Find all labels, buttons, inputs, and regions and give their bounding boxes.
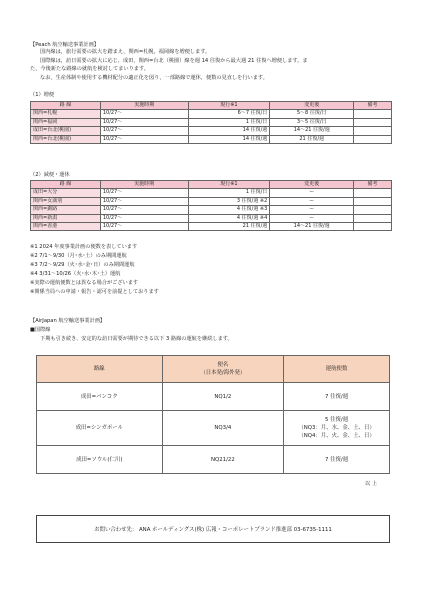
remarks-cell [354, 110, 392, 118]
after-cell: 14～21 往復/週 [270, 127, 354, 135]
frequency-cell [284, 411, 390, 446]
frequency-line: （NQ4：月、火、金、土、日） [298, 433, 375, 439]
increase-table [30, 101, 392, 144]
current-cell: 14 往復/週 [188, 135, 270, 143]
contact-text: お問い合わせ先： ANA ホールディングス(株) 広報・コーポレートブランド推進部 03-6735-1111 [94, 527, 332, 533]
remarks-cell [354, 189, 392, 197]
remarks-cell [354, 223, 392, 231]
header-after: 変更後 [270, 102, 354, 110]
table-row [37, 383, 390, 411]
airjapan-table [36, 355, 390, 474]
remarks-cell [354, 127, 392, 135]
table-row [37, 411, 390, 446]
date-cell: 10/27～ [100, 118, 188, 126]
route-cell: 成田=大分 [31, 189, 101, 197]
current-cell: 4 往復/週 ※4 [188, 214, 270, 222]
after-cell: ー [270, 197, 354, 205]
table-row [37, 446, 390, 474]
airjapan-heading: 【AirJapan 航空輸送事業計画】 [30, 318, 106, 324]
increase-title: （1）増便 [30, 92, 55, 98]
route-cell: 関西=新潟 [31, 214, 101, 222]
route-cell: 関西=釧路 [31, 206, 101, 214]
current-cell: 1 往復/日 [188, 189, 270, 197]
reduce-header-row [31, 181, 392, 189]
route-cell: 関西=札幌 [31, 110, 101, 118]
table-row [31, 197, 392, 205]
flight-cell: NQ1/2 [162, 383, 284, 411]
table-row [31, 189, 392, 197]
route-cell: 成田=ソウル(仁川) [37, 446, 163, 474]
header-flight [162, 356, 284, 383]
peach-note-text: なお，生産体制や使用する機材配分の適正化を図り，一部路線で運休，便数の見直しを行います。 [40, 75, 268, 81]
remarks-cell [354, 197, 392, 205]
date-cell: 10/27～ [100, 127, 188, 135]
current-cell: 6～7 往復/日 [188, 110, 270, 118]
header-current: 現行※1 [188, 181, 270, 189]
route-cell: 成田=シンガポール [37, 411, 163, 446]
contact-box [36, 515, 390, 543]
footnote: ※1 2024 年度事業計画の便数を表しています [30, 244, 138, 250]
date-cell: 10/27～ [100, 135, 188, 143]
current-cell: 4 往復/週 ※3 [188, 206, 270, 214]
increase-header-row [31, 102, 392, 110]
after-cell: 5～8 往復/日 [270, 110, 354, 118]
header-date: 実施時期 [100, 181, 188, 189]
footnote: ※2 7/1～9/30（月･水･土）のみ期間運航 [30, 253, 127, 259]
reduce-table [30, 180, 392, 231]
header-remarks: 備考 [354, 102, 392, 110]
route-cell: 成田=バンコク [37, 383, 163, 411]
current-cell: 14 往復/週 [188, 127, 270, 135]
footnote: ※実際の運航便数とは異なる場合がございます [30, 280, 139, 286]
peach-domestic-text: 国内線は，旅行需要の拡大を踏まえ，関西=札幌，福岡線を増便します。 [40, 49, 211, 55]
footnote: ※4 3/31～10/26（火･水･木･土）運航 [30, 271, 121, 277]
frequency-line: 5 往復/週 [324, 417, 349, 423]
table-row [31, 127, 392, 135]
closing-text: 以 上 [365, 481, 378, 487]
route-cell: 関西=台北(桃園) [31, 135, 101, 143]
date-cell: 10/27～ [100, 206, 188, 214]
route-cell: 関西=福岡 [31, 118, 101, 126]
current-cell: 21 往復/週 [188, 223, 270, 231]
current-cell: 1 往復/日 [188, 118, 270, 126]
route-cell: 成田=台北(桃園) [31, 127, 101, 135]
footnote: ※3 7/2～9/29（火･水･金･日）のみ期間運航 [30, 262, 135, 268]
remarks-cell [354, 118, 392, 126]
airjapan-header-row [37, 356, 390, 383]
table-row [31, 118, 392, 126]
table-row [31, 206, 392, 214]
header-route: 路線 [37, 356, 163, 383]
flight-cell: NQ21/22 [162, 446, 284, 474]
after-cell: 21 往復/週 [270, 135, 354, 143]
after-cell: 14～21 往復/週 [270, 223, 354, 231]
table-row [31, 110, 392, 118]
current-cell: 3 往復/週 ※2 [188, 197, 270, 205]
peach-intl-text-1: 国際線は，訪日需要の拡大に応じ，成田，関西=台北（桃園）線を週 14 往復から最大週 21 往復へ増便します。ま [40, 58, 308, 64]
flight-cell: NQ3/4 [162, 411, 284, 446]
header-route: 路 線 [31, 181, 101, 189]
header-route: 路 線 [31, 102, 101, 110]
header-after: 変更後 [270, 181, 354, 189]
header-date: 実施時期 [100, 102, 188, 110]
reduce-title: （2）減便・運休 [30, 172, 70, 178]
header-flight-sub: （日本発/海外発） [200, 370, 246, 376]
remarks-cell [354, 214, 392, 222]
date-cell: 10/27～ [100, 214, 188, 222]
date-cell: 10/27～ [100, 110, 188, 118]
header-flight-label: 便名 [217, 362, 229, 368]
date-cell: 10/27～ [100, 223, 188, 231]
footnote: ※関係当局への申請・報告・認可を前提としております [30, 289, 159, 295]
date-cell: 10/27～ [100, 189, 188, 197]
after-cell: ー [270, 189, 354, 197]
table-row [31, 223, 392, 231]
remarks-cell [354, 135, 392, 143]
remarks-cell [354, 206, 392, 214]
peach-intl-text-2: た，今後新たな路線の就航を検討してまいります。 [30, 66, 149, 72]
peach-heading: 【Peach 航空輸送事業計画】 [30, 42, 99, 48]
table-row [31, 135, 392, 143]
header-current: 現行※1 [188, 102, 270, 110]
after-cell: ー [270, 214, 354, 222]
frequency-cell: 7 往復/週 [284, 446, 390, 474]
frequency-cell: 7 往復/週 [284, 383, 390, 411]
after-cell: ー [270, 206, 354, 214]
route-cell: 関西=香港 [31, 223, 101, 231]
table-row [31, 214, 392, 222]
route-cell: 関西=女満別 [31, 197, 101, 205]
frequency-line: （NQ3：月、水、金、土、日） [298, 425, 375, 431]
after-cell: 3～5 往復/日 [270, 118, 354, 126]
airjapan-subheading: ■国際線 [30, 327, 51, 333]
date-cell: 10/27～ [100, 197, 188, 205]
airjapan-intro: 下期も引き続き、安定的な訪日需要が期待できる以下 3 路線の運航を継続します。 [40, 336, 233, 342]
header-remarks: 備考 [354, 181, 392, 189]
header-frequency: 運航便数 [284, 356, 390, 383]
